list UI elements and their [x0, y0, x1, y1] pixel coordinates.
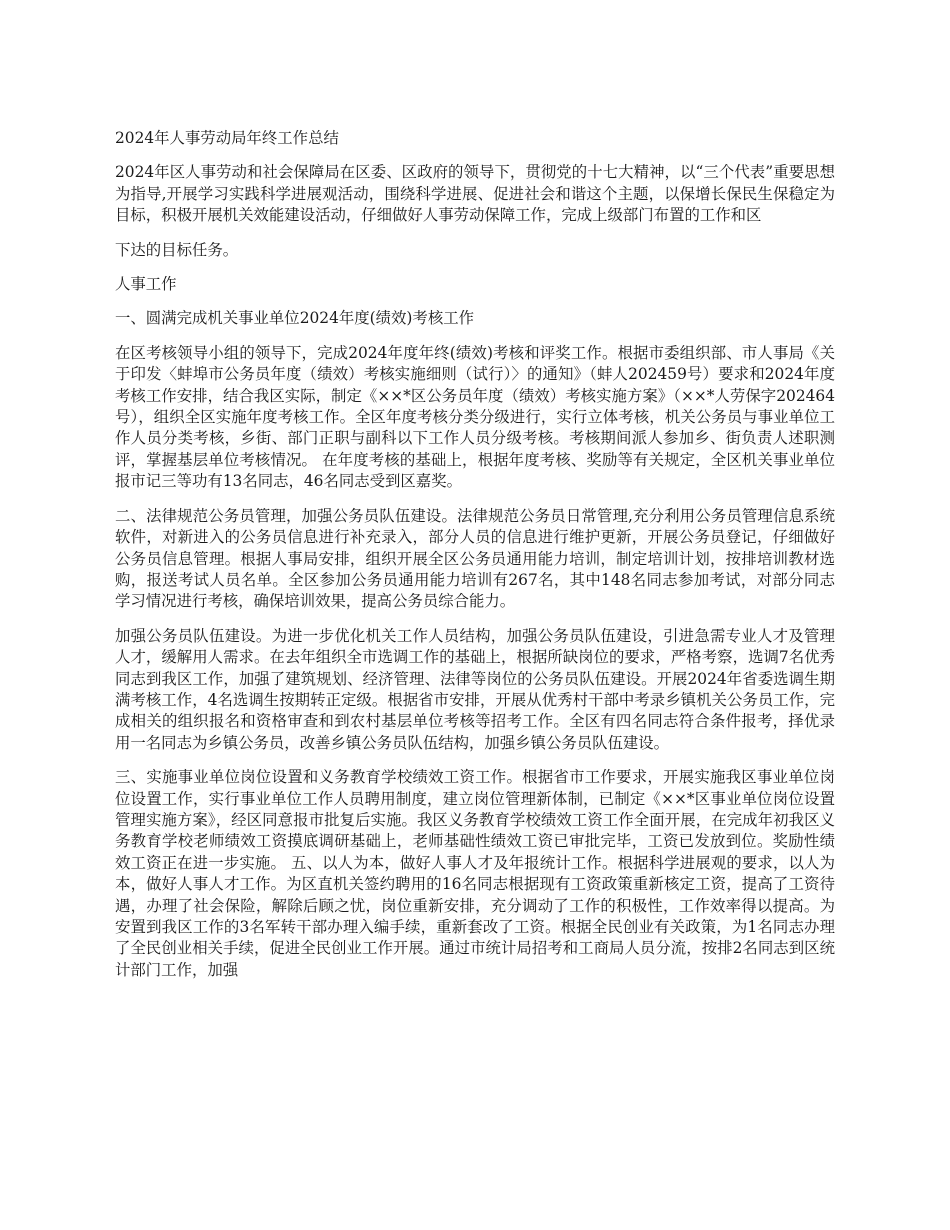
document-body [115, 128, 835, 994]
paragraph-team-building: 加强公务员队伍建设。为进一步优化机关工作人员结构，加强公务员队伍建设，引进急需专业人才及管理人才，缓解用人需求。在去年组织全市选调工作的基础上，根据所缺岗位的要求，严格考察，选调7名优秀同志到我区工作，加强了建筑规划、经济管理、法律等岗位的公务员队伍建设。开展2024年省委选调生期满考核工作，4名选调生按期转正定级。根据省市安排，开展从优秀村干部中考录乡镇机关公务员工作，完成相关的组织报名和资格审查和到农村基层单位考核等招考工作。全区有四名同志符合条件报考，择优录用一名同志为乡镇公务员，改善乡镇公务员队伍结构，加强乡镇公务员队伍建设。 [115, 626, 835, 752]
paragraph-intro-continued: 下达的目标任务。 [115, 240, 239, 259]
paragraph-assessment: 在区考核领导小组的领导下，完成2024年度年终(绩效)考核和评奖工作。根据市委组织部、市人事局《关于印发〈蚌埠市公务员年度（绩效）考核实施细则（试行）〉的通知》（蚌人202459号）要求和2024年度考核工作安排，结合我区实际，制定《××*区公务员年度（绩效）考核实施方案》（××*人劳保字202464号），组织全区实施年度考核工作。全区年度考核分类分级进行，实行立体考核，机关公务员与事业单位工作人员分类考核，乡街、部门正职与副科以下工作人员分级考核。考核期间派人参加乡、街负责人述职测评，掌握基层单位考核情况。 在年度考核的基础上，根据年度考核、奖励等有关规定，全区机关事业单位报市记三等功有13名同志，46名同志受到区嘉奖。 [115, 343, 835, 491]
subsection-heading-1: 一、圆满完成机关事业单位2024年度(绩效)考核工作 [115, 309, 474, 328]
section-heading-personnel: 人事工作 [115, 275, 177, 294]
document-title: 2024年人事劳动局年终工作总结 [115, 129, 339, 147]
paragraph-civil-servant-management: 二、法律规范公务员管理，加强公务员队伍建设。法律规范公务员日常管理,充分利用公务员管理信息系统软件，对新进入的公务员信息进行补充录入，部分人员的信息进行维护更新，开展公务员登记，仔细做好公务员信息管理。根据人事局安排，组织开展全区公务员通用能力培训，制定培训计划，按排培训教材选购，报送考试人员名单。全区参加公务员通用能力培训有267名，其中148名同志参加考试，对部分同志学习情况进行考核，确保培训效果，提高公务员综合能力。 [115, 506, 835, 611]
paragraph-position-setting: 三、实施事业单位岗位设置和义务教育学校绩效工资工作。根据省市工作要求，开展实施我区事业单位岗位设置工作，实行事业单位工作人员聘用制度，建立岗位管理新体制，已制定《××*区事业单位岗位设置管理实施方案》，经区同意报市批复后实施。我区义务教育学校绩效工资工作全面开展，在完成年初我区义务教育学校老师绩效工资摸底调研基础上，老师基础性绩效工资已审批完毕，工资已发放到位。奖励性绩效工资正在进一步实施。 五、以人为本，做好人事人才及年报统计工作。根据科学进展观的要求，以人为本，做好人事人才工作。为区直机关签约聘用的16名同志根据现有工资政策重新核定工资，提高了工资待遇，办理了社会保险，解除后顾之忧，岗位重新安排，充分调动了工作的积极性，工作效率得以提高。为安置到我区工作的3名军转干部办理入编手续，重新套改了工资。根据全民创业有关政策，为1名同志办理了全民创业相关手续，促进全民创业工作开展。通过市统计局招考和工商局人员分流，按排2名同志到区统计部门工作，加强 [115, 768, 835, 979]
paragraph-intro: 2024年区人事劳动和社会保障局在区委、区政府的领导下，贯彻党的十七大精神，以“三个代表”重要思想为指导,开展学习实践科学进展观活动，围绕科学进展、促进社会和谐这个主题，以保增长保民生保稳定为目标，积极开展机关效能建设活动，仔细做好人事劳动保障工作，完成上级部门布置的工作和区 [115, 163, 835, 225]
